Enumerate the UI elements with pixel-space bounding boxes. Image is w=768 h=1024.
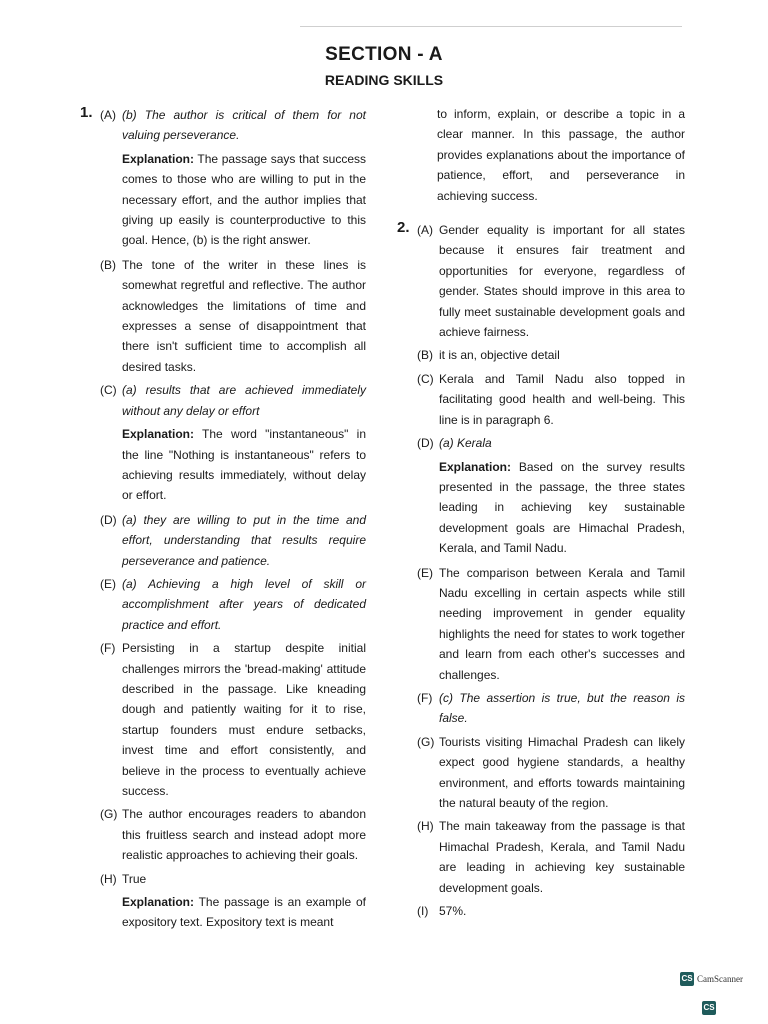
answer-1g [80, 804, 366, 865]
top-rule [300, 26, 682, 27]
item-label: (G) [417, 734, 435, 749]
item-label: (B) [417, 348, 433, 363]
explanation-text: The passage says that success comes to those who are willing to put in the necessary effort, and the author implies that giving up easily is counterproductive to this goal. Hence, (b) is the right answer. [122, 151, 366, 248]
answer-text: The comparison between Kerala and Tamil Nadu excelling in certain aspects while still needing improvement in gender equality highlights the need for states to work together and learn from each other's successes and challenges. [439, 565, 685, 682]
item-label: (D) [100, 512, 117, 527]
answer-text: it is an, objective detail [439, 348, 560, 363]
answer-text: The author encourages readers to abandon this fruitless search and instead adopt more realistic approaches to achieving their goals. [122, 807, 366, 863]
item-label: (H) [100, 871, 117, 886]
item-label: (A) [417, 223, 433, 238]
left-column [80, 105, 366, 937]
item-label: (E) [417, 565, 433, 580]
answer-text: Gender equality is important for all states because it ensures fair treatment and opportunities for everyone, regardless of gender. States should improve in this area to fully meet sustainable development goals and achieve fairness. [439, 223, 685, 340]
explanation-text: Based on the survey results presented in the passage, the three states leading in achieving key sustainable development goals are Himachal Pradesh, Kerala, and Tamil Nadu. [439, 459, 686, 556]
item-label: (F) [100, 641, 116, 656]
question-number: 1. [80, 104, 93, 121]
camscanner-logo-icon: CS [680, 972, 694, 986]
explanation-label: Explanation: [122, 427, 195, 442]
answer-text: The tone of the writer in these lines is somewhat regretful and reflective. The author acknowledges the limitations of time and expresses a sense of disappointment that there isn't sufficient time to accomplish all desired tasks. [122, 257, 366, 374]
answer-text: 57%. [439, 904, 467, 919]
question-number: 2. [397, 219, 410, 237]
item-label: (I) [417, 904, 429, 919]
answer-2h [397, 816, 685, 898]
question-2 [397, 220, 685, 921]
answer-2d [397, 433, 685, 453]
answer-2i [397, 901, 685, 921]
answer-text: Persisting in a startup despite initial challenges mirrors the 'bread-making' attitude described in the passage. Like kneading dough and patiently waiting for it to rise, startup founders must endure setbacks, invest time and effort consistently, and believe in the process to eventually achieve success. [122, 641, 366, 798]
explanation-text: The word "instantaneous" in the line "Nothing is instantaneous" refers to achieving results immediately, without delay or effort. [122, 427, 366, 503]
camscanner-logo-icon-small: CS [702, 1001, 716, 1015]
explanation-text: The passage is an example of expository text. Expository text is meant [122, 895, 366, 930]
answer-text: Tourists visiting Himachal Pradesh can likely expect good hygiene standards, a healthy environment, and efforts towards maintaining the natural beauty of the region. [439, 734, 685, 810]
answer-2c [397, 369, 685, 430]
answer-1b [80, 255, 366, 377]
item-label: (E) [100, 576, 116, 591]
explanation-2d [397, 457, 685, 559]
item-label: (B) [100, 257, 116, 272]
question-1 [80, 105, 366, 933]
answer-text: (a) Achieving a high level of skill or accomplishment after years of dedicated practice and effort. [122, 576, 366, 632]
explanation-1h [80, 892, 366, 933]
item-label: (H) [417, 819, 434, 834]
section-subtitle: READING SKILLS [324, 72, 444, 88]
answer-1h [80, 869, 366, 889]
answer-1d [80, 510, 366, 571]
explanation-1c [80, 424, 366, 506]
answer-text: True [122, 871, 147, 886]
explanation-label: Explanation: [122, 895, 195, 910]
item-label: (G) [100, 807, 118, 822]
explanation-1a [80, 149, 366, 251]
explanation-1h-continued: to inform, explain, or describe a topic in a clear manner. In this passage, the author provides explanations about the importance of patience, effort, and perseverance in achieving success. [437, 107, 685, 203]
answer-2b [397, 345, 685, 365]
answer-1e [80, 574, 366, 635]
answer-text: Kerala and Tamil Nadu also topped in facilitating good health and well-being. This line is in paragraph 6. [439, 371, 685, 427]
camscanner-watermark: CamScanner [697, 974, 743, 984]
answer-text: (a) they are willing to put in the time and effort, understanding that results require perseverance and patience. [122, 512, 366, 568]
answer-text: (a) results that are achieved immediately without any delay or effort [122, 383, 366, 418]
answer-2g [397, 732, 685, 814]
answer-1a [80, 105, 366, 146]
answer-2e [397, 563, 685, 685]
section-title: SECTION - A [325, 44, 443, 65]
explanation-label: Explanation: [439, 459, 512, 474]
right-column [397, 104, 685, 924]
item-label: (F) [417, 690, 433, 705]
answer-1c [80, 380, 366, 421]
explanation-label: Explanation: [122, 151, 195, 166]
answer-2f [397, 688, 685, 729]
answer-text: The main takeaway from the passage is that Himachal Pradesh, Kerala, and Tamil Nadu are leading in achieving key sustainable development goals. [439, 819, 685, 895]
answer-text: (a) Kerala [439, 436, 492, 451]
item-label: (C) [100, 383, 117, 398]
answer-text: (c) The assertion is true, but the reason is false. [439, 690, 685, 726]
item-label: (D) [417, 436, 434, 451]
item-label: (C) [417, 371, 434, 386]
item-label: (A) [100, 108, 116, 122]
answer-2a [397, 220, 685, 342]
answer-text: (b) The author is critical of them for not valuing perseverance. [122, 108, 366, 143]
answer-1f [80, 638, 366, 801]
